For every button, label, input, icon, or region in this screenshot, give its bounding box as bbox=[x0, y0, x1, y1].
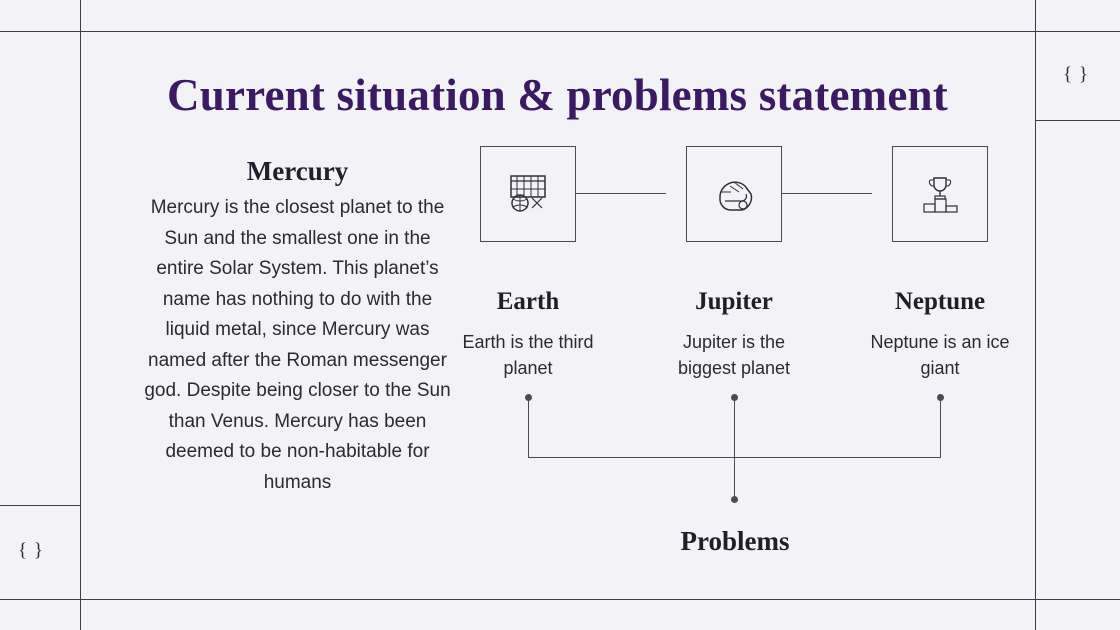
diagram-node-neptune[interactable] bbox=[892, 146, 988, 242]
diagram-node-label-jupiter: Jupiter bbox=[695, 288, 773, 315]
frame-line-bottom-horizontal bbox=[0, 599, 1120, 600]
american-football-helmet-icon bbox=[708, 168, 760, 220]
diagram-node-earth[interactable] bbox=[480, 146, 576, 242]
diagram-node-desc-neptune: Neptune is an ice giant bbox=[870, 332, 1010, 378]
process-diagram bbox=[460, 146, 1030, 566]
decorative-brace-bottom-left: { } bbox=[18, 540, 44, 561]
frame-line-right-vertical bbox=[1035, 0, 1036, 630]
basketball-hoop-icon bbox=[502, 168, 554, 220]
left-column-body: Mercury is the closest planet to the Sun and the smallest one in the entire Solar System. This planet’s name has nothing to do with the liquid metal, since Mercury was named after the Roman messenger god. Despite being closer to the Sun than Venus. Mercury has been deemed to be non-habitable for humans bbox=[144, 197, 451, 493]
connector-jupiter-to-neptune bbox=[782, 193, 872, 194]
connector-down-earth bbox=[528, 398, 529, 458]
diagram-node-desc-jupiter: Jupiter is the biggest planet bbox=[677, 332, 791, 378]
diagram-summary-label: Problems bbox=[680, 526, 790, 556]
connector-earth-to-jupiter bbox=[576, 193, 666, 194]
left-column-heading: Mercury bbox=[246, 156, 349, 186]
connector-down-neptune bbox=[940, 398, 941, 458]
page-title: Current situation & problems statement bbox=[167, 70, 948, 120]
frame-line-right-cell-divider bbox=[1035, 120, 1120, 121]
diagram-node-label-neptune: Neptune bbox=[894, 288, 986, 315]
left-text-column bbox=[140, 156, 455, 498]
diagram-node-label-earth: Earth bbox=[496, 288, 560, 315]
connector-down-jupiter-to-problems bbox=[734, 398, 735, 498]
diagram-node-desc-earth: Earth is the third planet bbox=[462, 332, 594, 378]
decorative-brace-top-right: { } bbox=[1063, 64, 1089, 85]
diagram-node-jupiter[interactable] bbox=[686, 146, 782, 242]
frame-line-left-cell-divider bbox=[0, 505, 80, 506]
trophy-podium-icon bbox=[914, 168, 966, 220]
connector-dot-problems bbox=[731, 496, 738, 503]
slide-content bbox=[80, 31, 1035, 599]
